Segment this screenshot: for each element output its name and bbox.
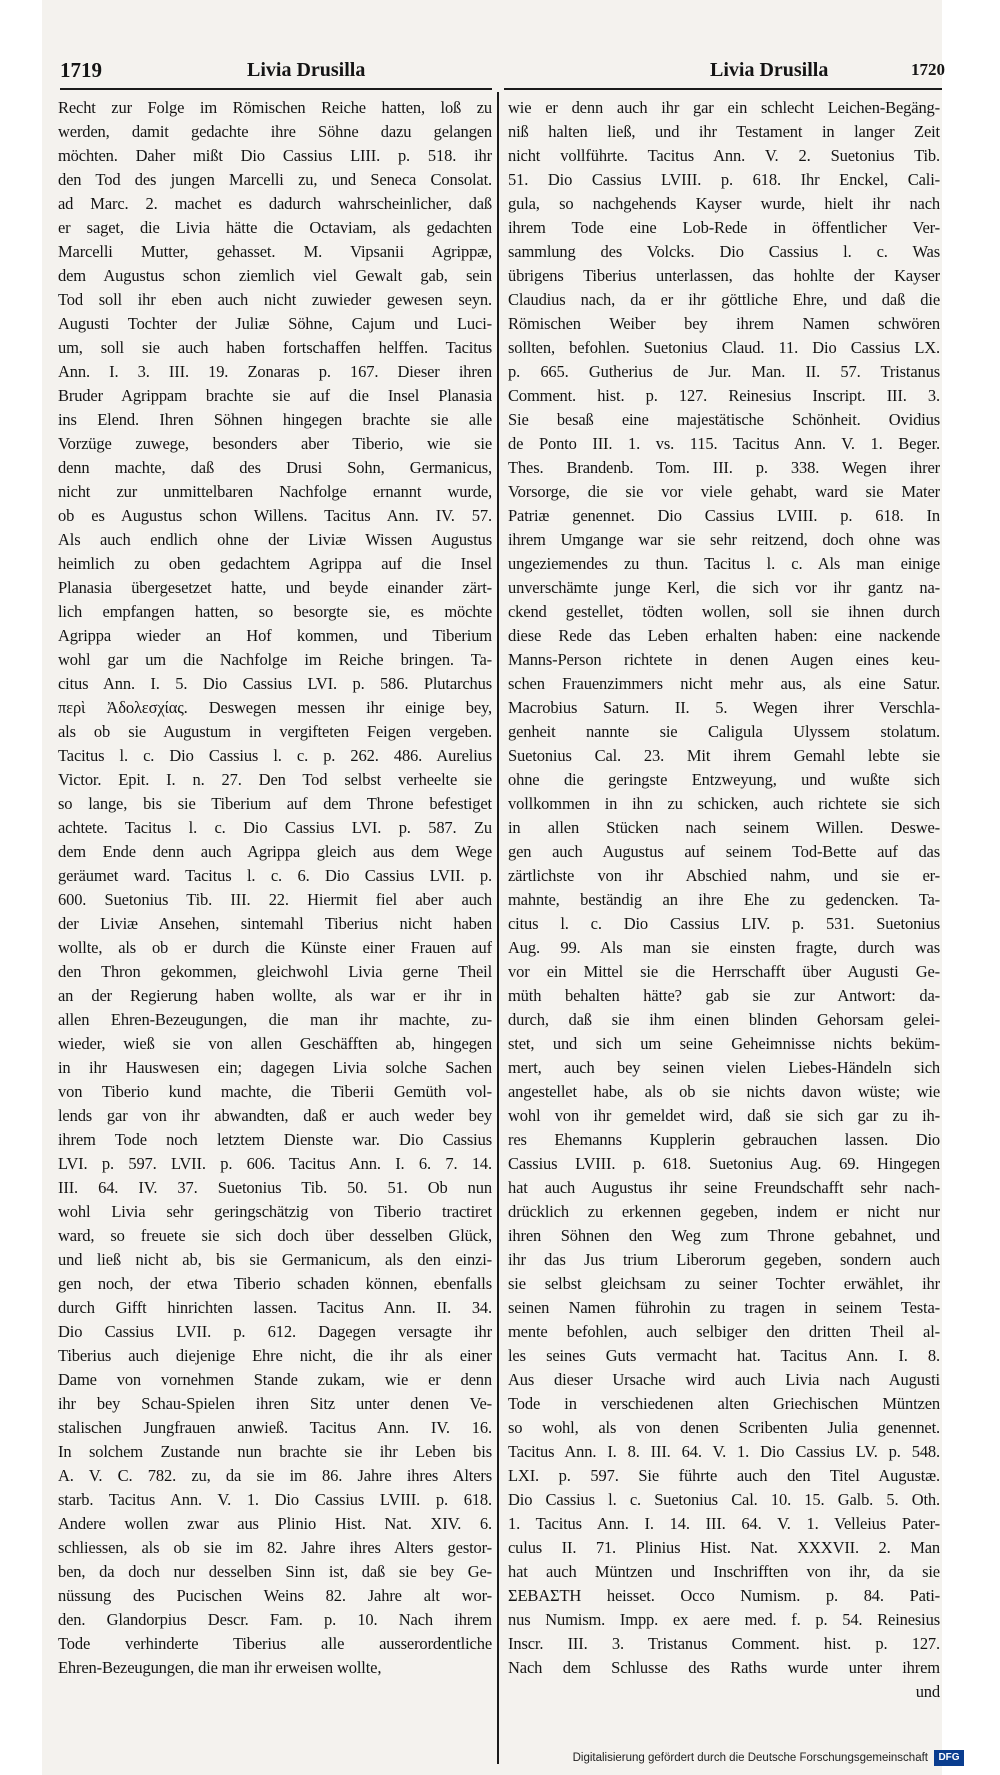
text-line: culus II. 71. Plinius Hist. Nat. XXXVII. 2. Man: [508, 1538, 940, 1557]
right-running-title: Livia Drusilla: [710, 59, 829, 81]
text-line: er saget, die Livia hätte die Octaviam, als gedachten: [58, 218, 492, 237]
text-line: seinen Namen führohin zu tragen in seinem Testa-: [508, 1298, 940, 1317]
text-line: möchten. Daher mißt Dio Cassius LIII. p. 518. ihr: [58, 146, 492, 165]
text-line: hat auch Augustus ihr seine Freundschafft sehr nach-: [508, 1178, 940, 1197]
text-line: wollte, als ob er durch die Künste einer Frauen auf: [58, 938, 492, 957]
text-line: nicht vollführte. Tacitus Ann. V. 2. Suetonius Tib.: [508, 146, 940, 165]
text-line: sammlung des Volcks. Dio Cassius l. c. Was: [508, 242, 940, 261]
text-line: Thes. Brandenb. Tom. III. p. 338. Wegen ihrer: [508, 458, 940, 477]
text-line: stalischen Jungfrauen anwieß. Tacitus Ann. IV. 16.: [58, 1418, 492, 1437]
text-line: wohl Livia sehr geringschätzig von Tiberio tractiret: [58, 1202, 492, 1221]
text-line: denn machte, daß des Drusi Sohn, Germanicus,: [58, 458, 492, 477]
left-page-number: 1719: [60, 58, 102, 82]
text-line: Claudius nach, da er ihr göttliche Ehre, und daß die: [508, 290, 940, 309]
text-line: les seines Guts vermacht hat. Tacitus Ann. I. 8.: [508, 1346, 940, 1365]
left-text-column: [58, 96, 492, 1680]
text-line: Planasia übergesetzet hatte, und beyde einander zärt-: [58, 578, 492, 597]
text-line: wohl gar um die Nachfolge im Reiche bringen. Ta-: [58, 650, 492, 669]
text-line: in ihr Hauswesen ein; dagegen Livia solche Sachen: [58, 1058, 492, 1077]
text-line: Vorzüge zuwege, besonders aber Tiberio, wie sie: [58, 434, 492, 453]
text-line: den Thron gekommen, gleichwohl Livia gerne Theil: [58, 962, 492, 981]
text-line: geräumet ward. Tacitus l. c. 6. Dio Cassius LVII. p.: [58, 866, 492, 885]
text-line: ben, da doch nur desselben Sinn ist, daß sie bey Ge-: [58, 1562, 492, 1581]
text-line: lends gar von ihr abwandten, daß er auch weder bey: [58, 1106, 492, 1125]
text-line: drücklich zu erkennen gegeben, indem er nicht nur: [508, 1202, 940, 1221]
text-line: de Ponto III. 1. vs. 115. Tacitus Ann. V. 1. Beger.: [508, 434, 940, 453]
text-line: ihr das Jus trium Liberorum gegeben, sondern auch: [508, 1250, 940, 1269]
text-line: ins Elend. Ihren Söhnen hingegen brachte sie alle: [58, 410, 492, 429]
text-line: Tacitus Ann. I. 8. III. 64. V. 1. Dio Cassius LV. p. 548.: [508, 1442, 940, 1461]
text-line: Andere wollen zwar aus Plinio Hist. Nat. XIV. 6.: [58, 1514, 492, 1533]
text-line: A. V. C. 782. zu, da sie im 86. Jahre ihres Alters: [58, 1466, 492, 1485]
text-line: niß halten ließ, und ihr Testament in langer Zeit: [508, 122, 940, 141]
text-line: ohne die geringste Entzweyung, und wußte sich: [508, 770, 940, 789]
text-line: vor ein Mittel sie die Herrschafft über Augusti Ge-: [508, 962, 940, 981]
text-line: citus l. c. Dio Cassius LIV. p. 531. Suetonius: [508, 914, 940, 933]
text-line: Ehren-Bezeugungen, die man ihr erweisen wollte,: [58, 1658, 382, 1677]
text-line: Marcelli Mutter, gehasset. M. Vipsanii Agrippæ,: [58, 242, 492, 261]
text-line: wie er denn auch ihr gar ein schlecht Leichen-Begäng-: [508, 98, 940, 117]
text-line: ihrem Umgange war sie sehr reitzend, doch ohne was: [508, 530, 940, 549]
text-line: ihr bey Schau-Spielen ihren Sitz unter denen Ve-: [58, 1394, 492, 1413]
text-line: Tode in verschiedenen alten Griechischen Müntzen: [508, 1394, 940, 1413]
text-line: Macrobius Saturn. II. 5. Wegen ihrer Verschla-: [508, 698, 940, 717]
text-line: Dio Cassius LVII. p. 612. Dagegen versagte ihr: [58, 1322, 492, 1341]
text-line: Comment. hist. p. 127. Reinesius Inscript. III. 3.: [508, 386, 940, 405]
text-line: schliessen, als ob sie im 82. Jahre ihres Alters gestor-: [58, 1538, 492, 1557]
text-line: Als auch endlich ohne der Liviæ Wissen Augustus: [58, 530, 492, 549]
text-line: der Liviæ Ansehen, sintemahl Tiberius nicht haben: [58, 914, 492, 933]
text-line: LVI. p. 597. LVII. p. 606. Tacitus Ann. I. 6. 7. 14.: [58, 1154, 492, 1173]
text-line: Römischen Weiber bey ihrem Namen schwören: [508, 314, 940, 333]
text-line: achtete. Tacitus l. c. Dio Cassius LVI. p. 587. Zu: [58, 818, 492, 837]
text-line: ward, so freuete sie sich doch über desselben Glück,: [58, 1226, 492, 1245]
text-line: Dame von vornehmen Stande zukam, wie er denn: [58, 1370, 492, 1389]
text-line: 51. Dio Cassius LVIII. p. 618. Ihr Enckel, Cali-: [508, 170, 940, 189]
text-line: werden, damit gedachte ihre Söhne dazu gelangen: [58, 122, 492, 141]
text-line: gula, so nachgehends Kayser wurde, hielt ihr nach: [508, 194, 940, 213]
text-line: Tode verhinderte Tiberius alle ausserordentliche: [58, 1634, 492, 1653]
text-line: ihren Söhnen den Weg zum Throne gebahnet, und: [508, 1226, 940, 1245]
text-line: 1. Tacitus Ann. I. 14. III. 64. V. 1. Velleius Pater-: [508, 1514, 940, 1533]
text-line: Cassius LVIII. p. 618. Suetonius Aug. 69. Hingegen: [508, 1154, 940, 1173]
text-line: Tiberius auch diejenige Ehre nicht, die ihr als einer: [58, 1346, 492, 1365]
text-line: Aus dieser Ursache wird auch Livia nach Augusti: [508, 1370, 940, 1389]
text-line: an der Regierung haben wollte, als war er ihr in: [58, 986, 492, 1005]
left-header-rule: [60, 88, 492, 90]
text-line: Inscr. III. 3. Tristanus Comment. hist. p. 127.: [508, 1634, 940, 1653]
text-line: allen Ehren-Bezeugungen, die man ihr machte, zu-: [58, 1010, 492, 1029]
text-line: vollkommen in ihn zu schicken, auch richtete sie sich: [508, 794, 940, 813]
text-line: so lange, bis sie Tiberium auf dem Throne befestiget: [58, 794, 492, 813]
text-line: mahnte, beständig an ihre Ehe zu gedencken. Ta-: [508, 890, 940, 909]
text-line: von Tiberio kund machte, die Tiberii Gemüth vol-: [58, 1082, 492, 1101]
text-line: Patriæ genennet. Dio Cassius LVIII. p. 618. In: [508, 506, 940, 525]
right-page-number: 1720: [911, 60, 945, 79]
text-line: unverschämte junge Kerl, die sich vor ihr gantz na-: [508, 578, 940, 597]
text-line: gen auch Augustus auf seinem Tod-Bette auf das: [508, 842, 940, 861]
text-line: durch Gifft hinrichten lassen. Tacitus Ann. II. 34.: [58, 1298, 492, 1317]
text-line: stet, und sich um seine Geheimnisse nichts beküm-: [508, 1034, 940, 1053]
text-line: sie selbst gleichsam zu seiner Tochter erwählet, ihr: [508, 1274, 940, 1293]
text-line: p. 665. Gutherius de Jur. Man. II. 57. Tristanus: [508, 362, 940, 381]
text-line: durch, daß sie ihm einen blinden Gehorsam gelei-: [508, 1010, 940, 1029]
text-line: Nach dem Schlusse des Raths wurde unter ihrem: [508, 1658, 940, 1677]
book-page: [42, 0, 945, 1775]
text-line: müth behalten hätte? gab sie zur Antwort: da-: [508, 986, 940, 1005]
text-line: ungeziemendes zu thun. Tacitus l. c. Als man einige: [508, 554, 940, 573]
text-line: Agrippa wieder an Hof kommen, und Tiberium: [58, 626, 492, 645]
text-line: heimlich zu oben gedachtem Agrippa auf die Insel: [58, 554, 492, 573]
text-line: ihrem Tode noch letztem Dienste war. Dio Cassius: [58, 1130, 492, 1149]
text-line: und ließ nicht ab, bis sie Germanicum, als den einzi-: [58, 1250, 492, 1269]
right-header-rule: [504, 88, 942, 90]
text-line: hat auch Müntzen und Inschrifften von ihr, da sie: [508, 1562, 940, 1581]
text-line: gen noch, der etwa Tiberio schaden können, ebenfalls: [58, 1274, 492, 1293]
text-line: in allen Stücken nach seinem Willen. Deswe-: [508, 818, 940, 837]
text-line: Dio Cassius l. c. Suetonius Cal. 10. 15. Galb. 5. Oth.: [508, 1490, 940, 1509]
text-line: als ob sie Augustum in vergifteten Feigen vergeben.: [58, 722, 492, 741]
text-line: schen Frauenzimmers nicht mehr aus, als eine Satur.: [508, 674, 940, 693]
text-line: nüssung des Pucischen Weins 82. Jahre alt wor-: [58, 1586, 492, 1605]
right-text-column: [508, 96, 940, 1704]
text-line: Augusti Tochter der Juliæ Söhne, Cajum und Luci-: [58, 314, 492, 333]
text-line: sollten, befohlen. Suetonius Claud. 11. Dio Cassius LX.: [508, 338, 940, 357]
text-line: 600. Suetonius Tib. III. 22. Hiermit fiel aber auch: [58, 890, 492, 909]
text-line: ihrem Tode eine Lob-Rede in öffentlicher Ver-: [508, 218, 940, 237]
text-line: mente befohlen, auch selbiger den dritten Theil al-: [508, 1322, 940, 1341]
catchword: und: [915, 1682, 940, 1701]
text-line: Tod soll ihr eben auch nicht zuwieder gewesen seyn.: [58, 290, 492, 309]
text-line: Bruder Agrippam brachte sie auf die Insel Planasia: [58, 386, 492, 405]
text-line: so wohl, als von denen Scribenten Julia genennet.: [508, 1418, 940, 1437]
text-line: ΣΕΒΑΣΤΗ heisset. Occo Numism. p. 84. Pati-: [508, 1586, 940, 1605]
text-line: Tacitus l. c. Dio Cassius l. c. p. 262. 486. Aurelius: [58, 746, 492, 765]
text-line: Recht zur Folge im Römischen Reiche hatten, loß zu: [58, 98, 492, 117]
text-line: genheit nannte sie Caligula Ulyssem stolatum.: [508, 722, 940, 741]
text-line: Sie besaß eine majestätische Schönheit. Ovidius: [508, 410, 940, 429]
text-line: den Tod des jungen Marcelli zu, und Seneca Consolat.: [58, 170, 492, 189]
text-line: um, soll sie auch haben fortschaffen helffen. Tacitus: [58, 338, 492, 357]
text-line: übrigens Tiberius unterlassen, das hohlte der Kayser: [508, 266, 940, 285]
text-line: wohl von ihr gemeldet wird, daß sie sich gar zu ih-: [508, 1106, 940, 1125]
text-line: περὶ Ἀδολεσχίας. Deswegen messen ihr einige bey,: [58, 698, 492, 717]
text-line: Manns-Person richtete in denen Augen eines keu-: [508, 650, 940, 669]
text-line: citus Ann. I. 5. Dio Cassius LVI. p. 586. Plutarchus: [58, 674, 492, 693]
column-divider: [497, 92, 499, 1764]
text-line: Vorsorge, die sie vor viele gehabt, ward sie Mater: [508, 482, 940, 501]
text-line: den. Glandorpius Descr. Fam. p. 10. Nach ihrem: [58, 1610, 492, 1629]
text-line: dem Augustus schon ziemlich viel Gewalt gab, sein: [58, 266, 492, 285]
text-line: dem Ende denn auch Agrippa gleich aus dem Wege: [58, 842, 492, 861]
text-line: Ann. I. 3. III. 19. Zonaras p. 167. Dieser ihren: [58, 362, 492, 381]
text-line: lich empfangen hatten, so besorgte sie, es möchte: [58, 602, 492, 621]
text-line: angestellet habe, als ob sie nichts davon wüste; wie: [508, 1082, 940, 1101]
text-line: wieder, wieß sie von allen Geschäfften ab, hingegen: [58, 1034, 492, 1053]
text-line: nus Numism. Impp. ex aere med. f. p. 54. Reinesius: [508, 1610, 940, 1629]
text-line: Aug. 99. Als man sie einsten fragte, durch was: [508, 938, 940, 957]
text-line: ob es Augustus schon Willens. Tacitus Ann. IV. 57.: [58, 506, 492, 525]
text-line: diese Rede das Leben erhalten haben: eine nackende: [508, 626, 940, 645]
text-line: Victor. Epit. I. n. 27. Den Tod selbst verheelte sie: [58, 770, 492, 789]
left-running-title: Livia Drusilla: [247, 59, 366, 81]
text-line: mert, auch bey seinen vielen Liebes-Händeln sich: [508, 1058, 940, 1077]
text-line: starb. Tacitus Ann. V. 1. Dio Cassius LVIII. p. 618.: [58, 1490, 492, 1509]
text-line: LXI. p. 597. Sie führte auch den Titel Augustæ.: [508, 1466, 940, 1485]
dfg-logo: DFG: [934, 1750, 964, 1766]
text-line: res Ehemanns Kupplerin gebrauchen lassen. Dio: [508, 1130, 940, 1149]
text-line: zärtlichste von ihr Abschied nahm, und sie er-: [508, 866, 940, 885]
text-line: nicht zur unmittelbaren Nachfolge ernannt wurde,: [58, 482, 492, 501]
digitization-credit: Digitalisierung gefördert durch die Deutsche Forschungsgemeinschaft: [572, 1752, 928, 1764]
text-line: Suetonius Cal. 23. Mit ihrem Gemahl lebte sie: [508, 746, 940, 765]
text-line: In solchem Zustande nun brachte sie ihr Leben bis: [58, 1442, 492, 1461]
text-line: III. 64. IV. 37. Suetonius Tib. 50. 51. Ob nun: [58, 1178, 492, 1197]
text-line: ckend gestellet, tödten wollen, soll sie ihnen durch: [508, 602, 940, 621]
text-line: ad Marc. 2. machet es dadurch wahrscheinlicher, daß: [58, 194, 492, 213]
